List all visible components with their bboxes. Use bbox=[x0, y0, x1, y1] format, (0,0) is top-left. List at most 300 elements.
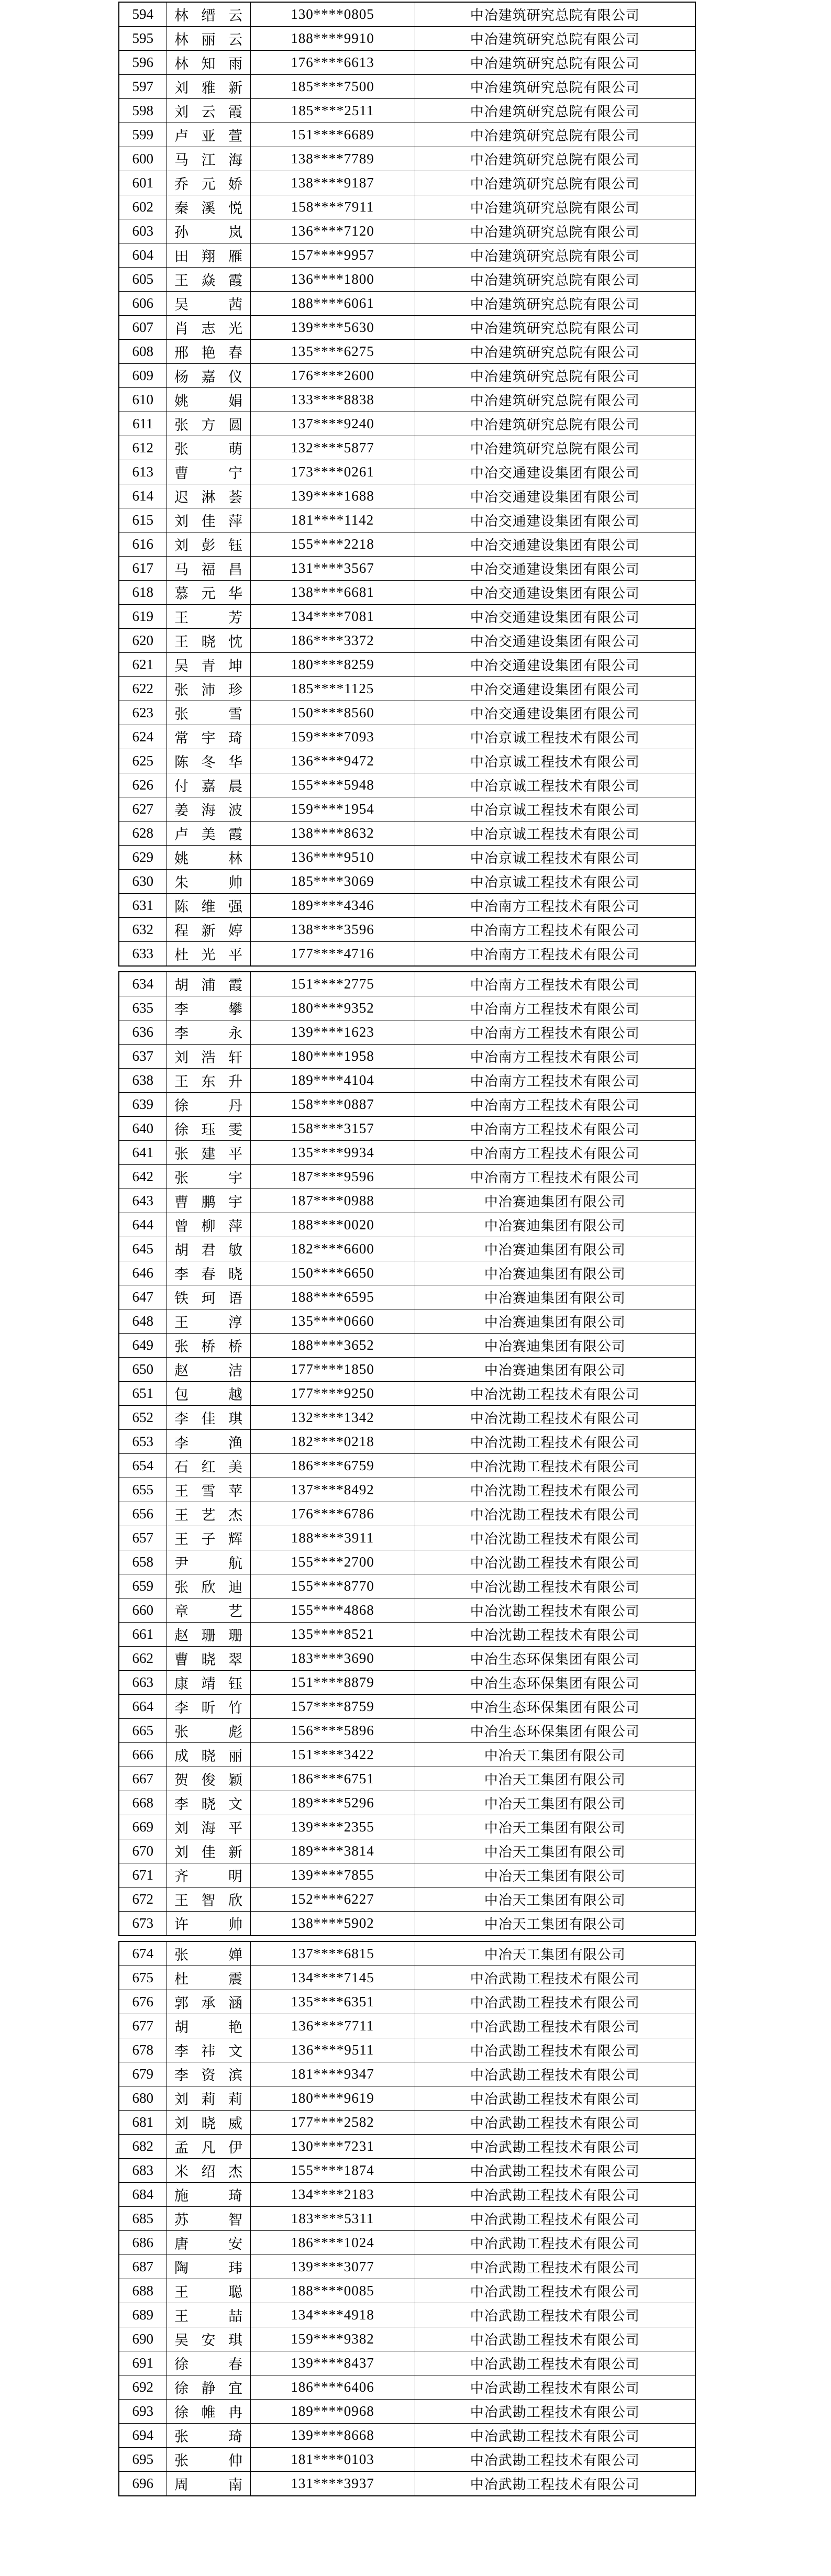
phone-cell: 188****3652 bbox=[250, 1334, 415, 1358]
name-char: 珏 bbox=[201, 1122, 216, 1138]
name-char: 春 bbox=[228, 2357, 242, 2372]
name-cell bbox=[167, 1815, 250, 1839]
name-char: 张 bbox=[174, 1146, 189, 1162]
name-text bbox=[174, 847, 242, 868]
company-cell: 中冶交通建设集团有限公司 bbox=[415, 557, 695, 581]
name-char: 海 bbox=[201, 1820, 216, 1836]
name-cell bbox=[167, 870, 250, 894]
phone-cell: 188****6595 bbox=[250, 1285, 415, 1309]
name-cell bbox=[167, 99, 250, 123]
name-char: 琪 bbox=[228, 2333, 242, 2348]
company-cell: 中冶南方工程技术有限公司 bbox=[415, 1165, 695, 1189]
name-char: 陶 bbox=[174, 2260, 189, 2276]
name-char: 晓 bbox=[201, 2116, 216, 2131]
phone-cell: 155****5948 bbox=[250, 773, 415, 797]
table-row bbox=[119, 725, 695, 749]
name-char: 平 bbox=[228, 947, 242, 963]
table-row bbox=[119, 918, 695, 942]
name-text bbox=[174, 365, 242, 386]
company-cell: 中冶南方工程技术有限公司 bbox=[415, 918, 695, 942]
name-char: 新 bbox=[228, 1845, 242, 1860]
company-cell: 中冶武勘工程技术有限公司 bbox=[415, 2014, 695, 2038]
name-text bbox=[174, 52, 242, 73]
phone-cell: 138****5902 bbox=[250, 1912, 415, 1936]
table-row bbox=[119, 1598, 695, 1623]
name-cell bbox=[167, 340, 250, 364]
phone-cell: 183****5311 bbox=[250, 2207, 415, 2231]
name-text bbox=[174, 2160, 242, 2181]
row-number-cell: 641 bbox=[119, 1141, 167, 1165]
name-text bbox=[174, 1745, 242, 1765]
name-char: 涵 bbox=[228, 1995, 242, 2011]
table-row bbox=[119, 2159, 695, 2183]
company-cell: 中冶天工集团有限公司 bbox=[415, 1815, 695, 1839]
company-cell: 中冶南方工程技术有限公司 bbox=[415, 972, 695, 996]
table-row bbox=[119, 996, 695, 1020]
name-cell bbox=[167, 1334, 250, 1358]
row-number-cell: 653 bbox=[119, 1430, 167, 1454]
name-cell bbox=[167, 1990, 250, 2014]
row-number-cell: 662 bbox=[119, 1647, 167, 1671]
table-row bbox=[119, 1767, 695, 1791]
name-text bbox=[174, 2233, 242, 2253]
company-cell: 中冶京诚工程技术有限公司 bbox=[415, 797, 695, 821]
row-number-cell: 685 bbox=[119, 2207, 167, 2231]
name-char: 周 bbox=[174, 2477, 189, 2493]
company-cell: 中冶武勘工程技术有限公司 bbox=[415, 2375, 695, 2400]
name-text bbox=[174, 317, 242, 338]
table-row bbox=[119, 2207, 695, 2231]
name-text bbox=[174, 149, 242, 169]
name-char: 竹 bbox=[228, 1700, 242, 1716]
name-char: 刘 bbox=[174, 514, 189, 529]
name-char: 林 bbox=[228, 851, 242, 867]
name-char: 新 bbox=[201, 923, 216, 939]
table-row bbox=[119, 364, 695, 388]
name-char: 聪 bbox=[228, 2284, 242, 2300]
company-cell: 中冶武勘工程技术有限公司 bbox=[415, 1990, 695, 2014]
name-text bbox=[174, 558, 242, 579]
name-text bbox=[174, 1215, 242, 1235]
name-char: 青 bbox=[201, 658, 216, 674]
name-text bbox=[174, 1624, 242, 1645]
row-number-cell: 683 bbox=[119, 2159, 167, 2183]
name-text bbox=[174, 125, 242, 145]
row-number-cell: 681 bbox=[119, 2111, 167, 2135]
name-char: 程 bbox=[174, 923, 189, 939]
table-row bbox=[119, 1430, 695, 1454]
name-cell bbox=[167, 75, 250, 99]
phone-cell: 188****9910 bbox=[250, 27, 415, 51]
name-cell bbox=[167, 1165, 250, 1189]
company-cell: 中冶沈勘工程技术有限公司 bbox=[415, 1382, 695, 1406]
table-row bbox=[119, 1815, 695, 1839]
name-char: 艺 bbox=[201, 1507, 216, 1523]
name-text bbox=[174, 1992, 242, 2012]
name-text bbox=[174, 2401, 242, 2422]
name-text bbox=[174, 2305, 242, 2325]
phone-cell: 173****0261 bbox=[250, 460, 415, 484]
phone-cell: 130****0805 bbox=[250, 2, 415, 27]
table-row bbox=[119, 1309, 695, 1334]
name-char: 祎 bbox=[201, 2044, 216, 2059]
row-number-cell: 602 bbox=[119, 195, 167, 219]
name-cell bbox=[167, 1213, 250, 1237]
table-row bbox=[119, 1647, 695, 1671]
name-char: 包 bbox=[174, 1387, 189, 1403]
table-row bbox=[119, 1743, 695, 1767]
table-row bbox=[119, 2086, 695, 2111]
name-char: 霞 bbox=[228, 273, 242, 288]
name-text bbox=[174, 1456, 242, 1476]
row-number-cell: 676 bbox=[119, 1990, 167, 2014]
phone-cell: 151****3422 bbox=[250, 1743, 415, 1767]
name-char: 晓 bbox=[201, 1796, 216, 1812]
row-number-cell: 661 bbox=[119, 1623, 167, 1647]
name-char: 敏 bbox=[228, 1242, 242, 1258]
phone-cell: 188****3911 bbox=[250, 1526, 415, 1550]
table-row bbox=[119, 605, 695, 629]
table-row bbox=[119, 1526, 695, 1550]
name-char: 智 bbox=[201, 1893, 216, 1908]
phone-cell: 151****8879 bbox=[250, 1671, 415, 1695]
name-char: 珍 bbox=[228, 682, 242, 698]
name-text bbox=[174, 2208, 242, 2229]
name-char: 艳 bbox=[201, 345, 216, 361]
name-char: 欣 bbox=[228, 1893, 242, 1908]
row-number-cell: 652 bbox=[119, 1406, 167, 1430]
table-row bbox=[119, 749, 695, 773]
name-char: 田 bbox=[174, 249, 189, 264]
row-number-cell: 626 bbox=[119, 773, 167, 797]
name-cell bbox=[167, 1189, 250, 1213]
phone-cell: 183****3690 bbox=[250, 1647, 415, 1671]
phone-cell: 177****2582 bbox=[250, 2111, 415, 2135]
company-cell: 中冶交通建设集团有限公司 bbox=[415, 484, 695, 508]
name-char: 丽 bbox=[201, 32, 216, 48]
name-char: 佳 bbox=[201, 514, 216, 529]
row-number-cell: 629 bbox=[119, 846, 167, 870]
row-number-cell: 659 bbox=[119, 1574, 167, 1598]
table-row bbox=[119, 460, 695, 484]
company-cell: 中冶建筑研究总院有限公司 bbox=[415, 171, 695, 195]
name-char: 李 bbox=[174, 1026, 189, 1041]
name-cell bbox=[167, 557, 250, 581]
name-char: 永 bbox=[228, 1026, 242, 1041]
phone-cell: 131****3937 bbox=[250, 2472, 415, 2496]
name-text bbox=[174, 1793, 242, 1813]
name-char: 刘 bbox=[174, 2116, 189, 2131]
name-char: 翔 bbox=[201, 249, 216, 264]
name-char: 王 bbox=[174, 2284, 189, 2300]
company-cell: 中冶南方工程技术有限公司 bbox=[415, 1117, 695, 1141]
name-cell bbox=[167, 1767, 250, 1791]
name-char: 迟 bbox=[174, 490, 189, 505]
name-char: 章 bbox=[174, 1604, 189, 1619]
name-char: 莉 bbox=[201, 2092, 216, 2107]
name-char: 冉 bbox=[228, 2405, 242, 2420]
row-number-cell: 630 bbox=[119, 870, 167, 894]
name-char: 智 bbox=[228, 2212, 242, 2228]
company-cell: 中冶建筑研究总院有限公司 bbox=[415, 412, 695, 436]
table-row bbox=[119, 1237, 695, 1261]
row-number-cell: 648 bbox=[119, 1309, 167, 1334]
phone-cell: 137****9240 bbox=[250, 412, 415, 436]
name-char: 雪 bbox=[228, 706, 242, 722]
name-char: 光 bbox=[201, 947, 216, 963]
name-text bbox=[174, 895, 242, 916]
company-cell: 中冶沈勘工程技术有限公司 bbox=[415, 1526, 695, 1550]
name-char: 颖 bbox=[228, 1772, 242, 1788]
phone-cell: 176****6613 bbox=[250, 51, 415, 75]
phone-cell: 138****6681 bbox=[250, 581, 415, 605]
table-row bbox=[119, 436, 695, 460]
table-row bbox=[119, 821, 695, 846]
row-number-cell: 691 bbox=[119, 2351, 167, 2375]
company-cell: 中冶沈勘工程技术有限公司 bbox=[415, 1598, 695, 1623]
row-number-cell: 673 bbox=[119, 1912, 167, 1936]
name-text bbox=[174, 510, 242, 530]
table-row bbox=[119, 195, 695, 219]
name-char: 震 bbox=[228, 1971, 242, 1987]
phone-cell: 138****7789 bbox=[250, 147, 415, 171]
name-char: 李 bbox=[174, 2044, 189, 2059]
name-char: 平 bbox=[228, 1146, 242, 1162]
name-char: 浦 bbox=[201, 978, 216, 993]
row-number-cell: 639 bbox=[119, 1093, 167, 1117]
phone-cell: 157****9957 bbox=[250, 243, 415, 268]
company-cell: 中冶武勘工程技术有限公司 bbox=[415, 2255, 695, 2279]
name-char: 鹏 bbox=[201, 1194, 216, 1210]
table-row bbox=[119, 75, 695, 99]
name-text bbox=[174, 2353, 242, 2373]
phone-cell: 139****5630 bbox=[250, 316, 415, 340]
name-char: 翠 bbox=[228, 1652, 242, 1668]
phone-cell: 134****4918 bbox=[250, 2303, 415, 2327]
name-text bbox=[174, 197, 242, 217]
name-text bbox=[174, 293, 242, 314]
table-row bbox=[119, 484, 695, 508]
name-char: 悦 bbox=[228, 201, 242, 216]
name-text bbox=[174, 390, 242, 410]
name-text bbox=[174, 1841, 242, 1861]
table-row bbox=[119, 2351, 695, 2375]
row-number-cell: 636 bbox=[119, 1020, 167, 1045]
table-row bbox=[119, 2231, 695, 2255]
company-cell: 中冶南方工程技术有限公司 bbox=[415, 1020, 695, 1045]
table-row bbox=[119, 2, 695, 27]
name-char: 苹 bbox=[228, 1483, 242, 1499]
row-number-cell: 642 bbox=[119, 1165, 167, 1189]
name-text bbox=[174, 2425, 242, 2446]
company-cell: 中冶建筑研究总院有限公司 bbox=[415, 99, 695, 123]
company-cell: 中冶沈勘工程技术有限公司 bbox=[415, 1550, 695, 1574]
name-cell bbox=[167, 2135, 250, 2159]
row-number-cell: 675 bbox=[119, 1966, 167, 1990]
name-char: 光 bbox=[228, 321, 242, 337]
company-cell: 中冶武勘工程技术有限公司 bbox=[415, 2062, 695, 2086]
table-row bbox=[119, 123, 695, 147]
name-cell bbox=[167, 821, 250, 846]
phone-cell: 188****0020 bbox=[250, 1213, 415, 1237]
row-number-cell: 621 bbox=[119, 653, 167, 677]
table-row bbox=[119, 1502, 695, 1526]
name-char: 维 bbox=[201, 899, 216, 915]
name-char: 仪 bbox=[228, 369, 242, 385]
name-cell bbox=[167, 677, 250, 701]
name-cell bbox=[167, 1285, 250, 1309]
company-cell: 中冶南方工程技术有限公司 bbox=[415, 1141, 695, 1165]
name-char: 琦 bbox=[228, 2429, 242, 2445]
name-char: 佳 bbox=[201, 1411, 216, 1427]
name-text bbox=[174, 1383, 242, 1404]
row-number-cell: 603 bbox=[119, 219, 167, 243]
table-row bbox=[119, 1213, 695, 1237]
name-cell bbox=[167, 2014, 250, 2038]
row-number-cell: 679 bbox=[119, 2062, 167, 2086]
phone-cell: 188****0085 bbox=[250, 2279, 415, 2303]
name-cell bbox=[167, 1574, 250, 1598]
name-char: 萌 bbox=[228, 441, 242, 457]
name-cell bbox=[167, 1141, 250, 1165]
name-char: 沛 bbox=[201, 682, 216, 698]
phone-cell: 155****2700 bbox=[250, 1550, 415, 1574]
name-char: 宇 bbox=[228, 1194, 242, 1210]
name-char: 云 bbox=[228, 32, 242, 48]
name-text bbox=[174, 2064, 242, 2084]
name-char: 滨 bbox=[228, 2068, 242, 2083]
row-number-cell: 665 bbox=[119, 1719, 167, 1743]
name-text bbox=[174, 4, 242, 25]
company-cell: 中冶沈勘工程技术有限公司 bbox=[415, 1502, 695, 1526]
name-cell bbox=[167, 1671, 250, 1695]
row-number-cell: 628 bbox=[119, 821, 167, 846]
name-text bbox=[174, 1046, 242, 1067]
row-number-cell: 616 bbox=[119, 532, 167, 557]
row-number-cell: 667 bbox=[119, 1767, 167, 1791]
name-text bbox=[174, 1576, 242, 1596]
row-number-cell: 677 bbox=[119, 2014, 167, 2038]
phone-cell: 137****8492 bbox=[250, 1478, 415, 1502]
name-cell bbox=[167, 27, 250, 51]
name-text bbox=[174, 2473, 242, 2494]
name-char: 曾 bbox=[174, 1218, 189, 1234]
company-cell: 中冶交通建设集团有限公司 bbox=[415, 532, 695, 557]
name-char: 晓 bbox=[201, 634, 216, 650]
row-number-cell: 666 bbox=[119, 1743, 167, 1767]
phone-cell: 180****9619 bbox=[250, 2086, 415, 2111]
row-number-cell: 649 bbox=[119, 1334, 167, 1358]
name-cell bbox=[167, 1454, 250, 1478]
phone-cell: 150****6650 bbox=[250, 1261, 415, 1285]
name-text bbox=[174, 799, 242, 819]
name-text bbox=[174, 76, 242, 97]
company-cell: 中冶京诚工程技术有限公司 bbox=[415, 725, 695, 749]
table-row bbox=[119, 532, 695, 557]
company-cell: 中冶武勘工程技术有限公司 bbox=[415, 2351, 695, 2375]
name-char: 施 bbox=[174, 2188, 189, 2204]
name-text bbox=[174, 1239, 242, 1259]
name-char: 钰 bbox=[228, 538, 242, 553]
roster-table-section-3 bbox=[118, 1941, 696, 2496]
row-number-cell: 598 bbox=[119, 99, 167, 123]
name-char: 石 bbox=[174, 1459, 189, 1475]
row-number-cell: 624 bbox=[119, 725, 167, 749]
phone-cell: 185****3069 bbox=[250, 870, 415, 894]
name-char: 溪 bbox=[201, 201, 216, 216]
table-row bbox=[119, 1285, 695, 1309]
name-cell bbox=[167, 2038, 250, 2062]
company-cell: 中冶建筑研究总院有限公司 bbox=[415, 2, 695, 27]
name-char: 姚 bbox=[174, 851, 189, 867]
name-char: 孙 bbox=[174, 225, 189, 240]
name-text bbox=[174, 1528, 242, 1548]
name-char: 福 bbox=[201, 562, 216, 578]
name-char: 杨 bbox=[174, 369, 189, 385]
phone-cell: 187****9596 bbox=[250, 1165, 415, 1189]
name-cell bbox=[167, 1839, 250, 1863]
company-cell: 中冶武勘工程技术有限公司 bbox=[415, 2111, 695, 2135]
table-row bbox=[119, 653, 695, 677]
name-cell bbox=[167, 2159, 250, 2183]
name-char: 张 bbox=[174, 1580, 189, 1595]
name-text bbox=[174, 438, 242, 458]
name-char: 辉 bbox=[228, 1531, 242, 1547]
phone-cell: 138****9187 bbox=[250, 171, 415, 195]
phone-cell: 139****3077 bbox=[250, 2255, 415, 2279]
name-cell bbox=[167, 51, 250, 75]
company-cell: 中冶建筑研究总院有限公司 bbox=[415, 219, 695, 243]
phone-cell: 189****3814 bbox=[250, 1839, 415, 1863]
table-row bbox=[119, 1045, 695, 1069]
name-char: 杜 bbox=[174, 947, 189, 963]
name-char: 慕 bbox=[174, 586, 189, 602]
phone-cell: 134****7081 bbox=[250, 605, 415, 629]
name-text bbox=[174, 1889, 242, 1909]
row-number-cell: 686 bbox=[119, 2231, 167, 2255]
table-row bbox=[119, 1165, 695, 1189]
company-cell: 中冶赛迪集团有限公司 bbox=[415, 1237, 695, 1261]
name-char: 杰 bbox=[228, 2164, 242, 2180]
name-cell bbox=[167, 2231, 250, 2255]
table-row bbox=[119, 1382, 695, 1406]
name-cell bbox=[167, 1237, 250, 1261]
name-char: 琦 bbox=[228, 730, 242, 746]
company-cell: 中冶建筑研究总院有限公司 bbox=[415, 147, 695, 171]
name-char: 胡 bbox=[174, 2019, 189, 2035]
name-char: 张 bbox=[174, 2429, 189, 2445]
company-cell: 中冶武勘工程技术有限公司 bbox=[415, 2448, 695, 2472]
name-text bbox=[174, 998, 242, 1018]
name-cell bbox=[167, 268, 250, 292]
table-row bbox=[119, 972, 695, 996]
name-cell bbox=[167, 1863, 250, 1887]
name-cell bbox=[167, 1791, 250, 1815]
row-number-cell: 594 bbox=[119, 2, 167, 27]
row-number-cell: 600 bbox=[119, 147, 167, 171]
company-cell: 中冶生态环保集团有限公司 bbox=[415, 1719, 695, 1743]
name-char: 王 bbox=[174, 1893, 189, 1908]
row-number-cell: 633 bbox=[119, 942, 167, 967]
company-cell: 中冶南方工程技术有限公司 bbox=[415, 1045, 695, 1069]
row-number-cell: 631 bbox=[119, 894, 167, 918]
name-cell bbox=[167, 2472, 250, 2496]
name-char: 明 bbox=[228, 1869, 242, 1884]
table-row bbox=[119, 2448, 695, 2472]
table-row bbox=[119, 1334, 695, 1358]
table-row bbox=[119, 1020, 695, 1045]
name-char: 坤 bbox=[228, 658, 242, 674]
